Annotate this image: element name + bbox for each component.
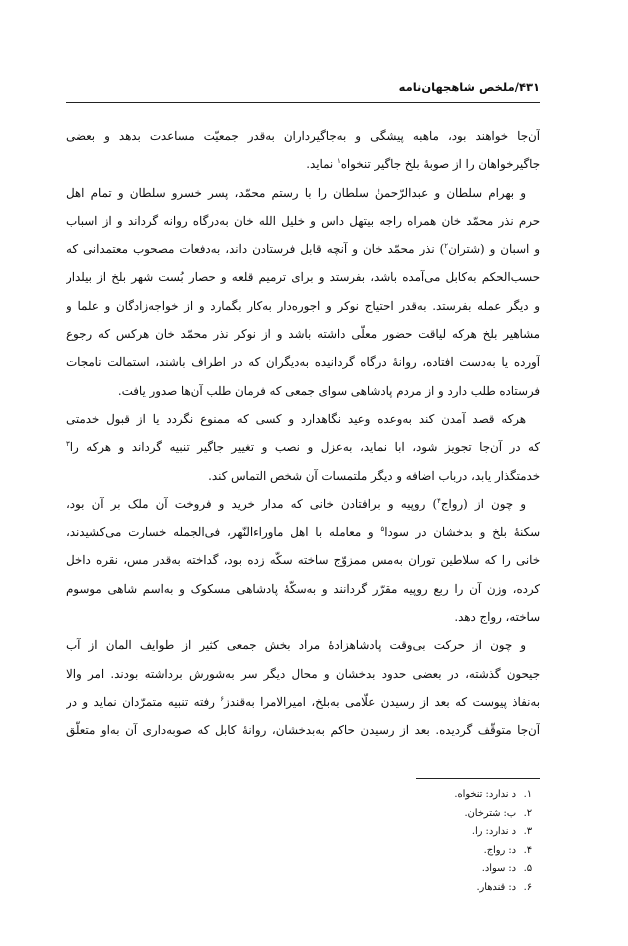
footnote-text: د: رواج. [483,844,516,856]
footnote-marker: ۵ [380,525,385,534]
footnote [66,860,540,879]
text-line [66,716,540,744]
text-line-main: حسب‌الحکم به‌کابل می‌آمده باشد، بفرستد و برای ترمیم قلعه و حصار بُست شهر بلخ از بیلدار [66,270,540,285]
footnote-text: د ندارد: را. [471,826,516,838]
footnote-number: ۶. [523,881,532,893]
text-line [66,631,540,659]
text-line-main: حرم نذر محمّد خان همراه راجه بیتهل داس و خلیل الله خان به‌درگاه روانه گرداند و از اسباب [66,213,540,228]
footnote-text: ب: شترخان. [464,807,516,819]
text-line-main: به‌نفاذ پیوست که بعد از رسیدن علّامی به‌بلخ، امیرالامرا به‌قندز [224,694,540,709]
text-line [66,490,540,518]
text-line-main: جاگیرخواهان را از صوبهٔ بلخ جاگیر تنخواه [340,157,540,172]
text-line [66,518,540,546]
text-line-main: و بهرام سلطان و عبدالرّحمنٰ سلطان را با رستم محمّد، پسر خسرو سلطان و تمام اهل [66,185,526,200]
page-title: ۴۳۱/ملخص شاهجهان‌نامه [398,80,540,94]
footnote-number: ۴. [523,844,532,856]
text-line [66,292,540,320]
text-line-main: خدمتگذار یابد، درباب اضافه و دیگر ملتمسات آن شخص التماس کند. [208,468,540,483]
text-line [66,207,540,235]
footnote-number: ۳. [523,826,532,838]
text-line [66,462,540,490]
footnote [66,786,540,805]
text-line-tail: و معامله با اهل ماوراءالنّهر، فی‌الجمله خسارت می‌کشیدند، [66,525,381,540]
text-line [66,377,540,405]
text-line-main: که در آن‌جا تجویز شود، ابا نماید، به‌عزل و نصب و تغییر جاگیر تنبیه گرداند و هرکه را [69,440,540,455]
footnote [66,823,540,842]
text-line-main: و اسبان و (شتران [448,242,540,257]
footnote-text: د: قندهار. [476,881,516,893]
running-header [66,80,540,98]
text-line-main: آن‌جا خواهند بود، ماهبه پیشگی و به‌جاگیرداران به‌قدر جمعیّت مساعدت بدهد و بعضی [66,129,540,143]
header-divider [66,102,540,103]
text-line-main: هرکه قصد آمدن کند به‌وعده وعید نگاهدارد و کسی که ممنوع نگردد یا از قبول خدمتی [66,411,526,426]
text-line [66,546,540,574]
text-line [66,433,540,461]
text-line-tail: ) نذر محمّد خان و آنچه قابل فرستادن داند، به‌دفعات مصحوب معتمدانی که [66,242,445,257]
text-line [66,320,540,348]
footnote-number: ۲. [523,807,532,819]
footnote-marker: ۲ [444,242,449,251]
footnote [66,879,540,898]
text-line [66,660,540,688]
text-line-main: فرستاده طلب دارد و از مردم پادشاهی سوای جمعی که فرمان طلب آن‌ها صدور یافت. [117,383,540,398]
text-line [66,122,540,150]
text-line-main: ساخته، رواج دهد. [454,610,540,625]
footnote-marker: ۴ [437,496,441,505]
text-line-tail: نماید. [306,157,337,172]
body-text [66,122,540,745]
text-line-main: و دیگر عمله بفرستد. به‌قدر احتیاج نوکر و اجوره‌دار به‌کار بگمارد و از خواجه‌زادگان و علما و [66,298,540,313]
text-line-main: کرده، وزن آن را ربع روپیه مقرّر گردانند و به‌سکّهٔ پادشاهی مسکوک و به‌اسم شاهی موسوم [66,581,540,596]
text-line-main: مشاهیر بلخ هرکه لیاقت حضور معلّی داشته باشد و از نوکر نذر محمّد خان هرکس که رجوع [66,327,540,342]
text-line [66,575,540,603]
text-line [66,688,540,716]
footnote [66,842,540,861]
text-line [66,405,540,433]
text-line-tail: ) روپیه و برافتادن خانی که مدار خرید و فروخت آن ملک بر آن بود، [66,496,438,511]
footnotes [66,786,540,898]
footnote-text: د ندارد: تنخواه. [454,789,516,800]
text-line [66,150,540,178]
footnote [66,805,540,824]
text-line-main: و چون از (رواج [440,496,526,511]
footnote-number: ۱. [523,789,532,800]
text-line-main: آورده یا به‌دست افتاده، روانهٔ درگاه گردانیده به‌دیگران که در اطراف باشند، استمالت نامجات [66,355,540,370]
text-line [66,348,540,376]
text-line [66,603,540,631]
text-line-main: آن‌جا متوقّف گردیده. بعد از رسیدن حاکم به‌بدخشان، روانهٔ کابل که صوبه‌داری آن به‌او متعلّق [66,723,540,738]
footnote-marker: ۶ [220,695,225,704]
text-line [66,235,540,263]
footnote-marker: ۱ [336,157,341,166]
text-line [66,179,540,207]
footnote-text: د: سواد. [481,863,516,875]
text-line-main: خانی را که سلاطین توران به‌مس ممزوّج ساخته سکّه زده بود، گداخته به‌قدر مس، نقره داخل [66,553,540,568]
footnote-marker: ۳ [66,440,70,449]
text-line-main: و چون از حرکت بی‌وقت پادشاهزادهٔ مراد بخش جمعی کثیر از طوایف المان از آب [66,638,526,653]
text-line-tail: رفته تنبیه متمرّدان نماید و در [66,694,221,709]
footnote-number: ۵. [523,863,532,875]
text-line [66,263,540,291]
text-line-main: جیحون گذشته، در بعضی حدود بدخشان و محال دیگر سر به‌شورش برداشته بودند. امر والا [66,666,540,681]
text-line-main: سکنهٔ بلخ و بدخشان در سودا [384,525,540,540]
footnote-divider [416,778,540,779]
